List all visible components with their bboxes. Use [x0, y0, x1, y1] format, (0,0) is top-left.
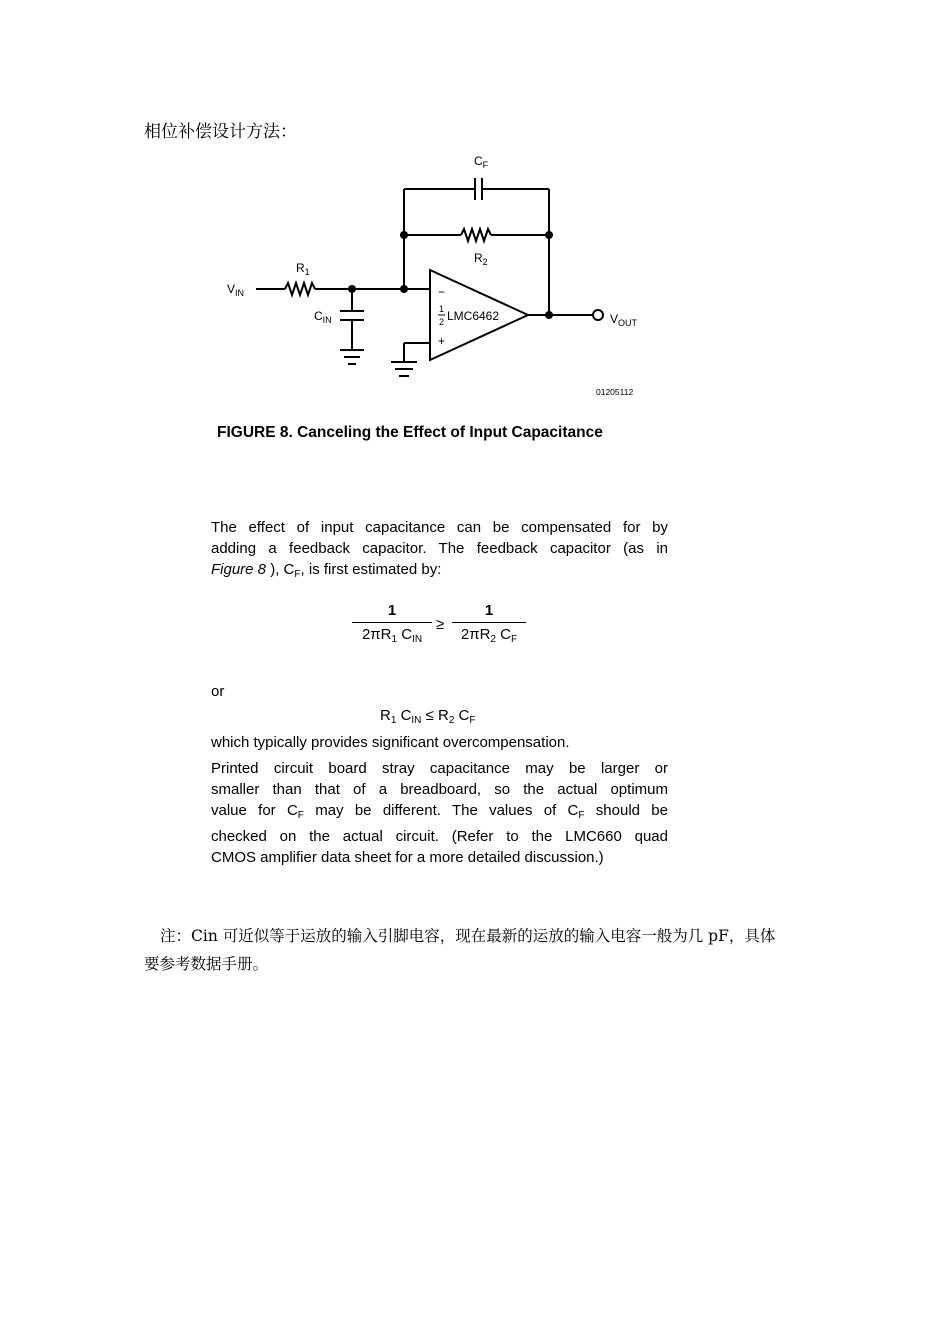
r1-label: $R_1$ — [296, 261, 310, 277]
paragraph-3-line-1: Printed circuit board stray capacitance may be larger or — [211, 760, 668, 777]
paragraph-2: which typically provides significant overcompensation. — [211, 734, 570, 751]
figure-reference[interactable]: Figure 8 — [211, 561, 267, 578]
cf-label: $C_F$ — [474, 154, 489, 170]
vin-label: $V_{IN}$ — [227, 282, 245, 298]
opamp-half-num: 1 — [439, 304, 445, 314]
note-line-2: 要参考数据手册。 — [144, 955, 269, 973]
cin-label: $C_{IN}$ — [314, 309, 332, 325]
paragraph-3-line-5: CMOS amplifier data sheet for a more detailed discussion.) — [211, 849, 604, 866]
figure-caption: FIGURE 8. Canceling the Effect of Input Capacitance — [217, 424, 603, 441]
paragraph-1 — [211, 517, 668, 585]
junction-dot — [348, 285, 356, 293]
formula-right-fraction: 1 $2\pi R_2$ $C_F$ — [452, 602, 526, 645]
junction-dot — [545, 311, 553, 319]
formula-relation: ≥ — [436, 616, 445, 633]
paragraph-3 — [211, 758, 668, 868]
formula-left-fraction: 1 $2\pi R_1$ $C_{IN}$ — [352, 602, 432, 645]
opamp-minus-label: − — [438, 285, 446, 299]
vout-label: $V_{OUT}$ — [610, 312, 638, 328]
figure-id: 01205112 — [596, 387, 634, 397]
paragraph-1-line-2: adding a feedback capacitor. The feedback capacitor (as in — [211, 540, 668, 557]
paragraph-3-line-3: value for $C_F$ may be different. The values of $C_F$ should be — [211, 802, 668, 821]
page-heading: 相位补偿设计方法： — [144, 122, 297, 142]
circuit-diagram — [0, 0, 950, 420]
r2-resistor — [461, 229, 491, 241]
paragraph-1-line-1: The effect of input capacitance can be compensated for by — [211, 519, 668, 536]
paragraph-3-line-4: checked on the actual circuit. (Refer to the LMC660 quad — [211, 828, 668, 845]
r2-label: $R_2$ — [474, 251, 488, 267]
vout-terminal — [593, 310, 603, 320]
opamp-plus-label: + — [438, 334, 446, 348]
opamp-name-label: LMC6462 — [447, 309, 500, 323]
paragraph-3-line-2: smaller than that of a breadboard, so the actual optimum — [211, 781, 668, 798]
junction-dot — [400, 231, 408, 239]
junction-dot — [545, 231, 553, 239]
formula-simplified: $R_1$ $C_{IN} \le R_2$ $C_F$ — [380, 707, 476, 726]
note-line-1: 注：Cin 可近似等于运放的输入引脚电容，现在最新的运放的输入电容一般为几 pF，具体 — [160, 927, 776, 945]
chinese-note — [144, 922, 809, 978]
junction-dot — [400, 285, 408, 293]
formula-inequality — [352, 602, 532, 654]
opamp-half-den: 2 — [439, 317, 445, 327]
paragraph-1-line-3: Figure 8 ), $C_F$, is first estimated by: — [211, 561, 442, 580]
r1-resistor — [285, 283, 315, 295]
or-text: or — [211, 683, 225, 700]
